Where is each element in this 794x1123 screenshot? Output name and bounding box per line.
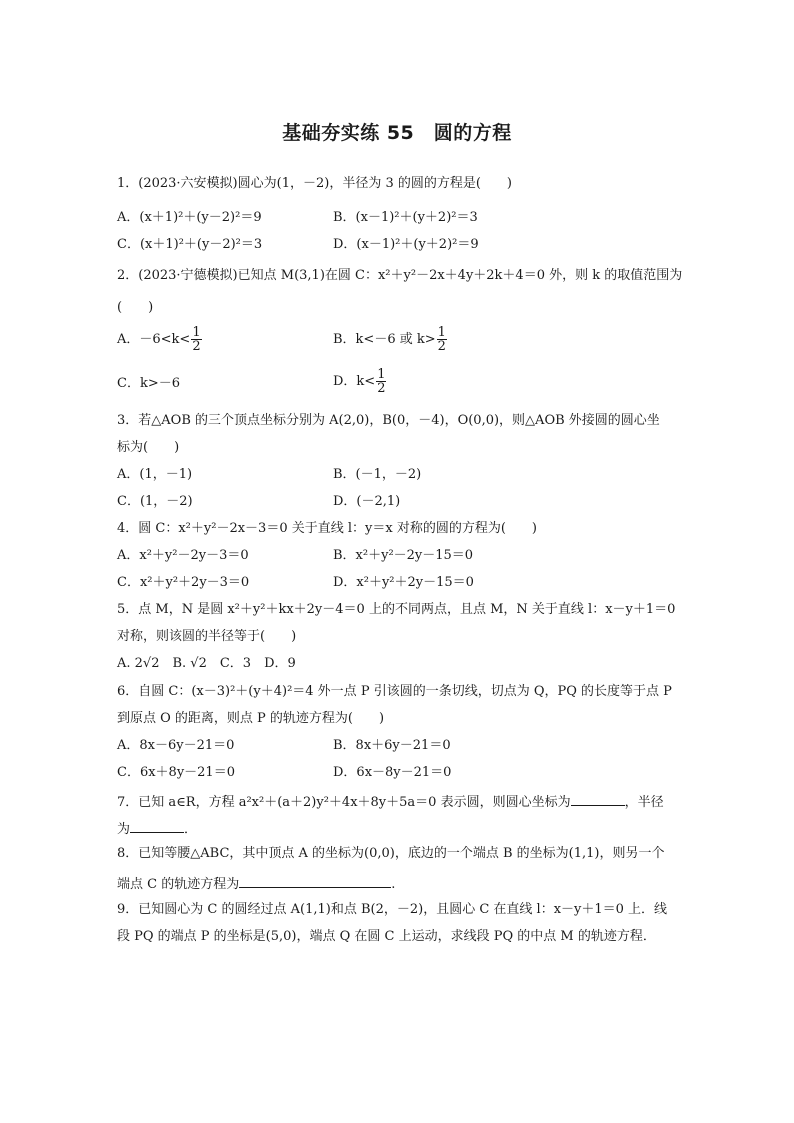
- q9-stem: 9．已知圆心为 C 的圆经过点 A(1,1)和点 B(2，－2)，且圆心 C 在直线 l：x－y＋1＝0 上．线: [117, 902, 668, 917]
- q4-option-a: A．x²＋y²－2y－3＝0: [117, 548, 249, 563]
- q7-stem: [117, 791, 664, 812]
- q4-option-c: C．x²＋y²＋2y－3＝0: [117, 575, 250, 590]
- q2-paren: ( ): [117, 300, 154, 315]
- q7-stem-tail: ，半径: [624, 795, 664, 810]
- fraction: $\frac{1}{2}$: [377, 367, 386, 396]
- q1-stem: 1．(2023·六安模拟)圆心为(1，－2)，半径为 3 的圆的方程是( ): [117, 176, 512, 191]
- q8-stem: 8．已知等腰△ABC，其中顶点 A 的坐标为(0,0)，底边的一个端点 B 的坐标为(1,1)，则另一个: [117, 846, 665, 861]
- q5-stem-cont: 对称，则该圆的半径等于( ): [117, 629, 297, 644]
- q6-stem-cont: 到原点 O 的距离，则点 P 的轨迹方程为( ): [117, 711, 385, 726]
- q2-option-a-text: A．－6<k<: [117, 332, 191, 347]
- q2-stem: 2．(2023·宁德模拟)已知点 M(3,1)在圆 C：x²＋y²－2x＋4y＋2k＋4＝0 外，则 k 的取值范围为: [117, 268, 683, 283]
- q1-option-b: B．(x－1)²＋(y＋2)²＝3: [333, 210, 478, 225]
- q4-option-d: D．x²＋y²＋2y－15＝0: [333, 575, 474, 590]
- answer-blank-center[interactable]: [571, 791, 625, 806]
- q9-stem-cont: 段 PQ 的端点 P 的坐标是(5,0)，端点 Q 在圆 C 上运动，求线段 PQ 的中点 M 的轨迹方程．: [117, 929, 656, 944]
- page-title: 基础夯实练 55 圆的方程: [282, 122, 512, 144]
- q7-end: ．: [184, 822, 198, 837]
- q3-option-b: B．(－1，－2): [333, 467, 422, 482]
- q1-option-c: C．(x＋1)²＋(y－2)²＝3: [117, 237, 263, 252]
- q1-option-a: A．(x＋1)²＋(y－2)²＝9: [117, 210, 262, 225]
- fraction: $\frac{1}{2}$: [437, 325, 446, 354]
- q6-option-a: A．8x－6y－21＝0: [117, 738, 235, 753]
- q6-option-d: D．6x－8y－21＝0: [333, 765, 452, 780]
- answer-blank-radius[interactable]: [130, 818, 184, 833]
- q3-option-d: D．(－2,1): [333, 494, 401, 509]
- q3-stem-cont: 标为( ): [117, 440, 180, 455]
- q8-stem-cont-text: 端点 C 的轨迹方程为: [117, 877, 240, 892]
- q7-stem-text: 7．已知 a∈R，方程 a²x²＋(a＋2)y²＋4x＋8y＋5a＝0 表示圆，则圆心坐标为: [117, 795, 571, 810]
- q8-end: .: [391, 877, 396, 892]
- q6-option-b: B．8x＋6y－21＝0: [333, 738, 451, 753]
- q6-option-c: C．6x＋8y－21＝0: [117, 765, 235, 780]
- q4-option-b: B．x²＋y²－2y－15＝0: [333, 548, 474, 563]
- q2-option-d: [333, 368, 387, 395]
- q6-stem: 6．自圆 C：(x－3)²＋(y＋4)²＝4 外一点 P 引该圆的一条切线，切点为 Q，PQ 的长度等于点 P: [117, 684, 672, 699]
- q8-stem-cont: [117, 873, 395, 894]
- q2-option-b-text: B．k<－6 或 k>: [333, 332, 436, 347]
- q2-option-a: [117, 326, 203, 353]
- q4-stem: 4．圆 C：x²＋y²－2x－3＝0 关于直线 l：y＝x 对称的圆的方程为( ): [117, 521, 537, 536]
- q5-stem: 5．点 M，N 是圆 x²＋y²＋kx＋2y－4＝0 上的不同两点，且点 M，N 关于直线 l：x－y＋1＝0: [117, 602, 676, 617]
- q2-option-d-text: D．k<: [333, 374, 376, 389]
- q7-stem-cont-text: 为: [117, 822, 131, 837]
- q3-option-a: A．(1，－1): [117, 467, 193, 482]
- q3-option-c: C．(1，－2): [117, 494, 193, 509]
- q2-option-b: [333, 326, 448, 353]
- q1-option-d: D．(x－1)²＋(y＋2)²＝9: [333, 237, 479, 252]
- q5-options: A. 2√2 B. √2 C．3 D．9: [117, 656, 296, 671]
- q3-stem: 3．若△AOB 的三个顶点坐标分别为 A(2,0)，B(0，－4)，O(0,0)，则△AOB 外接圆的圆心坐: [117, 413, 660, 428]
- answer-blank-trajectory[interactable]: [239, 873, 391, 888]
- q2-option-c: C．k>－6: [117, 376, 180, 391]
- q7-stem-cont: [117, 818, 197, 839]
- fraction: $\frac{1}{2}$: [192, 325, 201, 354]
